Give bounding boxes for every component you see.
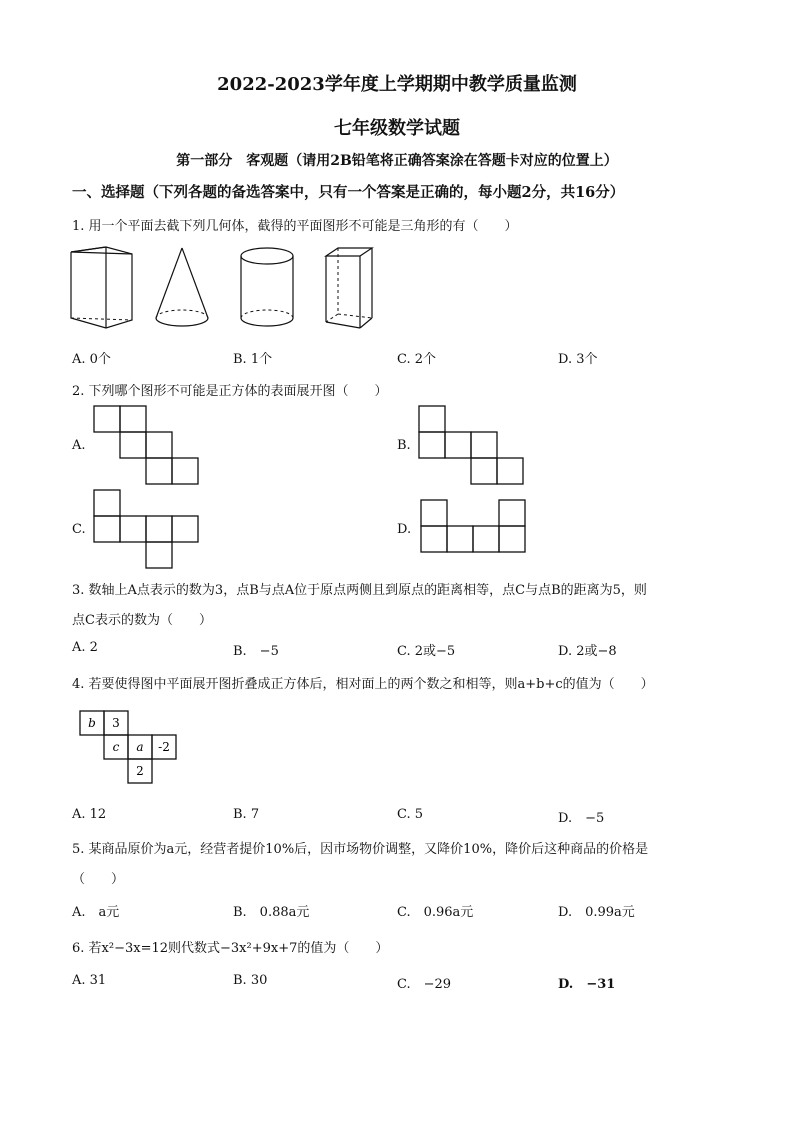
net-cell-3: 3: [112, 716, 120, 730]
q1-option-c[interactable]: C. 2个: [397, 352, 437, 367]
q4-option-a[interactable]: A. 12: [72, 807, 107, 822]
exam-subtitle: 七年级数学试题: [334, 118, 460, 139]
q4-option-b[interactable]: B. 7: [233, 807, 260, 822]
net-cell-minus2: -2: [158, 740, 170, 754]
q2-net-a[interactable]: [94, 406, 204, 486]
q4-option-c[interactable]: C. 5: [397, 807, 424, 822]
q4-option-d[interactable]: D. −5: [558, 811, 605, 826]
part-heading: 第一部分 客观题（请用2B铅笔将正确答案涂在答题卡对应的位置上）: [176, 153, 618, 169]
q6-option-b[interactable]: B. 30: [233, 973, 268, 988]
net-cell-b: b: [88, 716, 96, 730]
q3-option-a[interactable]: A. 2: [72, 640, 98, 655]
q3-option-d[interactable]: D. 2或−8: [558, 644, 617, 659]
q4-text: 4. 若要使得图中平面展开图折叠成正方体后，相对面上的两个数之和相等，则a+b+c的值为（ ）: [72, 677, 654, 692]
q2-net-b[interactable]: [419, 406, 529, 486]
net-cell-c: c: [112, 740, 120, 754]
q6-option-a[interactable]: A. 31: [72, 973, 107, 988]
triangular-prism-figure: [66, 242, 136, 334]
q3-text-line1: 3. 数轴上A点表示的数为3，点B与点A位于原点两侧且到原点的距离相等，点C与点B的距离为5，则: [72, 583, 647, 598]
q2-net-c[interactable]: [94, 490, 204, 570]
q1-text: 1. 用一个平面去截下列几何体，截得的平面图形不可能是三角形的有（ ）: [72, 219, 518, 234]
q6-option-d[interactable]: D. −31: [558, 977, 616, 992]
q2-net-d[interactable]: [421, 500, 531, 556]
q5-text-line2: （ ）: [72, 872, 125, 887]
q4-cube-net: [80, 711, 180, 786]
cylinder-figure: [235, 246, 300, 336]
q5-option-b[interactable]: B. 0.88a元: [233, 905, 310, 920]
q5-option-a[interactable]: A. a元: [72, 905, 120, 920]
q5-option-d[interactable]: D. 0.99a元: [558, 905, 635, 920]
net-cell-a: a: [136, 740, 144, 754]
exam-title: 2022-2023学年度上学期期中教学质量监测: [217, 74, 577, 95]
q3-option-c[interactable]: C. 2或−5: [397, 644, 456, 659]
q5-text-line1: 5. 某商品原价为a元，经营者提价10%后，因市场物价调整，又降价10%，降价后这种商品的价格是: [72, 842, 649, 857]
q1-option-b[interactable]: B. 1个: [233, 352, 273, 367]
q3-text-line2: 点C表示的数为（ ）: [72, 613, 212, 628]
q1-option-a[interactable]: A. 0个: [72, 352, 111, 367]
cone-figure: [150, 242, 215, 334]
q2-option-a-label[interactable]: A.: [72, 438, 86, 453]
q1-option-d[interactable]: D. 3个: [558, 352, 598, 367]
q2-text: 2. 下列哪个图形不可能是正方体的表面展开图（ ）: [72, 384, 388, 399]
q2-option-d-label[interactable]: D.: [397, 522, 412, 537]
q2-option-b-label[interactable]: B.: [397, 438, 411, 453]
net-cell-2: 2: [136, 764, 144, 778]
q5-option-c[interactable]: C. 0.96a元: [397, 905, 474, 920]
q6-option-c[interactable]: C. −29: [397, 977, 452, 992]
section-heading: 一、选择题（下列各题的备选答案中，只有一个答案是正确的，每小题2分，共16分）: [72, 184, 625, 201]
q6-text: 6. 若x²−3x=12则代数式−3x²+9x+7的值为（ ）: [72, 941, 389, 956]
quadrangular-prism-figure: [320, 242, 380, 334]
q3-option-b[interactable]: B. −5: [233, 644, 279, 659]
q2-option-c-label[interactable]: C.: [72, 522, 86, 537]
